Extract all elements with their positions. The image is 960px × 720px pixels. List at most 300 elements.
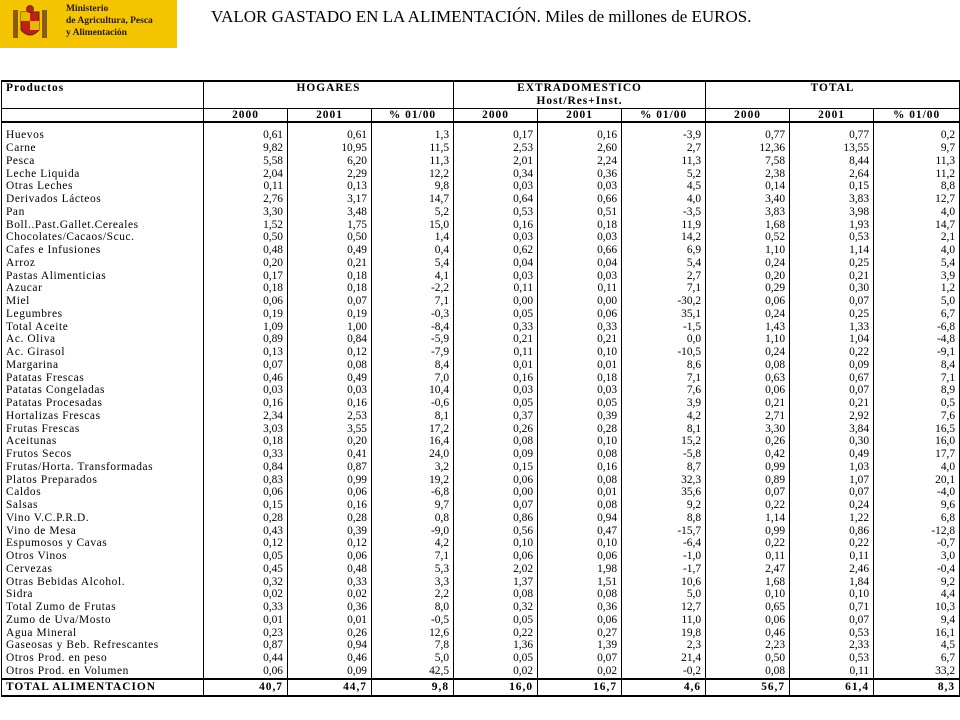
value-cell: 14,2 xyxy=(622,231,706,244)
value-cell: 0,24 xyxy=(706,308,790,321)
value-cell: 0,49 xyxy=(790,448,874,461)
value-cell: 32,3 xyxy=(622,474,706,487)
value-cell: 0,05 xyxy=(454,308,538,321)
value-cell: 0,18 xyxy=(204,282,288,295)
value-cell: -3,5 xyxy=(622,206,706,219)
value-cell: -8,4 xyxy=(372,321,454,334)
value-cell: -30,2 xyxy=(622,295,706,308)
value-cell: 0,06 xyxy=(706,614,790,627)
value-cell: 0,12 xyxy=(288,537,372,550)
value-cell: 6,20 xyxy=(288,155,372,168)
value-cell: 0,05 xyxy=(454,614,538,627)
product-name: Pan xyxy=(2,206,204,219)
value-cell: 0,21 xyxy=(288,257,372,270)
value-cell: 0,21 xyxy=(790,397,874,410)
table-row xyxy=(2,384,960,397)
value-cell: 2,92 xyxy=(790,410,874,423)
value-cell: 9,2 xyxy=(874,576,960,589)
value-cell: 3,9 xyxy=(874,270,960,283)
table-row xyxy=(2,372,960,385)
product-name: Otras Leches xyxy=(2,180,204,193)
value-cell: 5,0 xyxy=(874,295,960,308)
value-cell: 0,19 xyxy=(204,308,288,321)
value-cell: 0,03 xyxy=(454,270,538,283)
value-cell: 0,36 xyxy=(288,601,372,614)
value-cell: 3,48 xyxy=(288,206,372,219)
value-cell: 0,07 xyxy=(790,295,874,308)
value-cell: 0,03 xyxy=(454,384,538,397)
value-cell: 0,23 xyxy=(204,627,288,640)
value-cell: 0,12 xyxy=(204,537,288,550)
value-cell: 10,95 xyxy=(288,142,372,155)
value-cell: 0,30 xyxy=(790,435,874,448)
value-cell: 0,2 xyxy=(874,129,960,142)
table-row xyxy=(2,308,960,321)
value-cell: -0,2 xyxy=(622,665,706,679)
value-cell: 0,16 xyxy=(288,499,372,512)
value-cell: 0,03 xyxy=(538,270,622,283)
value-cell: 0,17 xyxy=(454,129,538,142)
value-cell: 11,3 xyxy=(874,155,960,168)
value-cell: 0,28 xyxy=(204,512,288,525)
table-row xyxy=(2,576,960,589)
value-cell: 0,8 xyxy=(372,512,454,525)
value-cell: 4,1 xyxy=(372,270,454,283)
table-row xyxy=(2,168,960,181)
year-header: 2000 xyxy=(454,108,538,122)
value-cell: 0,36 xyxy=(538,601,622,614)
value-cell: 0,16 xyxy=(454,219,538,232)
value-cell: 0,50 xyxy=(288,231,372,244)
value-cell: -5,9 xyxy=(372,333,454,346)
table-row xyxy=(2,270,960,283)
value-cell: 8,44 xyxy=(790,155,874,168)
product-name: Hortalizas Frescas xyxy=(2,410,204,423)
product-name: Frutos Secos xyxy=(2,448,204,461)
value-cell: 1,68 xyxy=(706,576,790,589)
product-name: Arroz xyxy=(2,257,204,270)
value-cell: 0,5 xyxy=(874,397,960,410)
value-cell: 0,49 xyxy=(288,244,372,257)
value-cell: 0,0 xyxy=(622,333,706,346)
value-cell: 0,10 xyxy=(706,588,790,601)
value-cell: -6,8 xyxy=(874,321,960,334)
value-cell: 0,18 xyxy=(288,270,372,283)
value-cell: 0,67 xyxy=(790,372,874,385)
value-cell: 9,7 xyxy=(874,142,960,155)
value-cell: 0,17 xyxy=(204,270,288,283)
product-name: Vino V.C.P.R.D. xyxy=(2,512,204,525)
total-value: 4,6 xyxy=(622,679,706,696)
value-cell: 1,33 xyxy=(790,321,874,334)
value-cell: 5,0 xyxy=(372,652,454,665)
value-cell: 0,84 xyxy=(204,461,288,474)
value-cell: 12,7 xyxy=(622,601,706,614)
value-cell: 6,9 xyxy=(622,244,706,257)
value-cell: 0,21 xyxy=(454,333,538,346)
value-cell: 0,13 xyxy=(288,180,372,193)
value-cell: 0,18 xyxy=(538,219,622,232)
product-name: Frutas/Horta. Transformadas xyxy=(2,461,204,474)
value-cell: 1,98 xyxy=(538,563,622,576)
table-row xyxy=(2,193,960,206)
value-cell: 2,24 xyxy=(538,155,622,168)
value-cell: 1,52 xyxy=(204,219,288,232)
value-cell: 7,8 xyxy=(372,639,454,652)
total-value: 44,7 xyxy=(288,679,372,696)
value-cell: 0,33 xyxy=(454,321,538,334)
product-name: Frutas Frescas xyxy=(2,423,204,436)
value-cell: 0,39 xyxy=(288,525,372,538)
value-cell: 2,1 xyxy=(874,231,960,244)
value-cell: 0,09 xyxy=(288,665,372,679)
table-row xyxy=(2,563,960,576)
product-name: Patatas Congeladas xyxy=(2,384,204,397)
value-cell: 4,2 xyxy=(372,537,454,550)
value-cell: 2,60 xyxy=(538,142,622,155)
table-row xyxy=(2,525,960,538)
table-row xyxy=(2,206,960,219)
table-row xyxy=(2,231,960,244)
table-row xyxy=(2,474,960,487)
value-cell: 5,4 xyxy=(874,257,960,270)
ministry-name-line-2: de Agricultura, Pesca xyxy=(66,16,153,26)
table-row xyxy=(2,295,960,308)
value-cell: 9,82 xyxy=(204,142,288,155)
value-cell: 1,14 xyxy=(706,512,790,525)
table-row xyxy=(2,397,960,410)
product-name: Leche Liquida xyxy=(2,168,204,181)
value-cell: 0,36 xyxy=(538,168,622,181)
value-cell: 0,89 xyxy=(204,333,288,346)
value-cell: 6,7 xyxy=(874,308,960,321)
value-cell: 2,53 xyxy=(454,142,538,155)
value-cell: 0,01 xyxy=(288,614,372,627)
value-cell: 0,42 xyxy=(706,448,790,461)
value-cell: 9,6 xyxy=(874,499,960,512)
value-cell: 16,0 xyxy=(874,435,960,448)
value-cell: 0,86 xyxy=(454,512,538,525)
value-cell: 0,53 xyxy=(790,627,874,640)
value-cell: 0,41 xyxy=(288,448,372,461)
value-cell: 0,03 xyxy=(538,180,622,193)
value-cell: 0,99 xyxy=(288,474,372,487)
value-cell: 5,4 xyxy=(622,257,706,270)
value-cell: 0,08 xyxy=(706,665,790,679)
value-cell: 3,0 xyxy=(874,550,960,563)
value-cell: 0,01 xyxy=(538,359,622,372)
value-cell: 0,64 xyxy=(454,193,538,206)
value-cell: 4,0 xyxy=(874,206,960,219)
value-cell: -9,1 xyxy=(874,346,960,359)
value-cell: 0,01 xyxy=(454,359,538,372)
value-cell: 2,47 xyxy=(706,563,790,576)
value-cell: 0,03 xyxy=(454,231,538,244)
value-cell: 0,02 xyxy=(288,588,372,601)
value-cell: 0,89 xyxy=(706,474,790,487)
product-name: Total Zumo de Frutas xyxy=(2,601,204,614)
value-cell: 1,10 xyxy=(706,333,790,346)
value-cell: 0,21 xyxy=(706,397,790,410)
value-cell: 12,6 xyxy=(372,627,454,640)
value-cell: 0,16 xyxy=(538,461,622,474)
value-cell: 2,38 xyxy=(706,168,790,181)
total-value: 61,4 xyxy=(790,679,874,696)
value-cell: 1,36 xyxy=(454,639,538,652)
value-cell: 3,55 xyxy=(288,423,372,436)
value-cell: 0,99 xyxy=(706,461,790,474)
value-cell: 2,71 xyxy=(706,410,790,423)
value-cell: 0,29 xyxy=(706,282,790,295)
value-cell: 0,11 xyxy=(538,282,622,295)
value-cell: 0,16 xyxy=(454,372,538,385)
value-cell: 5,2 xyxy=(622,168,706,181)
value-cell: 8,8 xyxy=(622,512,706,525)
total-value: 9,8 xyxy=(372,679,454,696)
value-cell: 0,39 xyxy=(538,410,622,423)
value-cell: 0,04 xyxy=(454,257,538,270)
value-cell: 0,71 xyxy=(790,601,874,614)
product-name: Patatas Procesadas xyxy=(2,397,204,410)
value-cell: 10,6 xyxy=(622,576,706,589)
value-cell: 0,00 xyxy=(538,295,622,308)
value-cell: -4,8 xyxy=(874,333,960,346)
value-cell: 0,07 xyxy=(790,384,874,397)
value-cell: 21,4 xyxy=(622,652,706,665)
value-cell: 0,77 xyxy=(790,129,874,142)
table-row xyxy=(2,282,960,295)
value-cell: 0,10 xyxy=(454,537,538,550)
value-cell: 0,22 xyxy=(454,627,538,640)
table-row xyxy=(2,614,960,627)
year-header: 2001 xyxy=(288,108,372,122)
value-cell: -0,4 xyxy=(874,563,960,576)
group-header-row xyxy=(2,81,960,95)
value-cell: 2,3 xyxy=(622,639,706,652)
year-header-row xyxy=(2,108,960,122)
value-cell: 10,3 xyxy=(874,601,960,614)
value-cell: 0,06 xyxy=(538,614,622,627)
table-row xyxy=(2,359,960,372)
value-cell: 0,34 xyxy=(454,168,538,181)
extradomestico-subtitle: Host/Res+Inst. xyxy=(454,95,706,108)
value-cell: 0,27 xyxy=(538,627,622,640)
value-cell: 9,4 xyxy=(874,614,960,627)
value-cell: 11,0 xyxy=(622,614,706,627)
value-cell: 2,29 xyxy=(288,168,372,181)
product-name: Carne xyxy=(2,142,204,155)
value-cell: 0,11 xyxy=(454,346,538,359)
value-cell: 0,28 xyxy=(288,512,372,525)
value-cell: 0,15 xyxy=(204,499,288,512)
value-cell: 5,4 xyxy=(372,257,454,270)
value-cell: 3,17 xyxy=(288,193,372,206)
product-name: Huevos xyxy=(2,129,204,142)
value-cell: 8,9 xyxy=(874,384,960,397)
value-cell: 8,1 xyxy=(372,410,454,423)
product-name: Agua Mineral xyxy=(2,627,204,640)
value-cell: 1,2 xyxy=(874,282,960,295)
value-cell: 8,8 xyxy=(874,180,960,193)
value-cell: 0,21 xyxy=(538,333,622,346)
value-cell: 0,61 xyxy=(288,129,372,142)
value-cell: 0,26 xyxy=(288,627,372,640)
value-cell: -1,5 xyxy=(622,321,706,334)
value-cell: -6,4 xyxy=(622,537,706,550)
value-cell: 8,0 xyxy=(372,601,454,614)
value-cell: 4,5 xyxy=(622,180,706,193)
value-cell: 20,1 xyxy=(874,474,960,487)
year-header: 2001 xyxy=(538,108,622,122)
value-cell: 0,33 xyxy=(538,321,622,334)
value-cell: 2,02 xyxy=(454,563,538,576)
value-cell: 13,55 xyxy=(790,142,874,155)
value-cell: 0,08 xyxy=(538,499,622,512)
value-cell: 7,1 xyxy=(622,372,706,385)
table-row xyxy=(2,180,960,193)
value-cell: 0,50 xyxy=(204,231,288,244)
value-cell: 5,3 xyxy=(372,563,454,576)
value-cell: 0,22 xyxy=(790,346,874,359)
value-cell: 4,0 xyxy=(874,244,960,257)
value-cell: 0,21 xyxy=(790,270,874,283)
table-row xyxy=(2,142,960,155)
value-cell: 3,83 xyxy=(790,193,874,206)
value-cell: 8,6 xyxy=(622,359,706,372)
value-cell: 0,12 xyxy=(288,346,372,359)
value-cell: 4,4 xyxy=(874,588,960,601)
value-cell: 1,04 xyxy=(790,333,874,346)
value-cell: 0,00 xyxy=(454,295,538,308)
value-cell: 35,1 xyxy=(622,308,706,321)
value-cell: 5,2 xyxy=(372,206,454,219)
value-cell: 0,83 xyxy=(204,474,288,487)
value-cell: 15,2 xyxy=(622,435,706,448)
value-cell: 0,08 xyxy=(454,435,538,448)
value-cell: 0,56 xyxy=(454,525,538,538)
table-row xyxy=(2,537,960,550)
value-cell: -9,0 xyxy=(372,525,454,538)
product-name: Otros Prod. en peso xyxy=(2,652,204,665)
value-cell: -0,7 xyxy=(874,537,960,550)
pct-header: % 01/00 xyxy=(622,108,706,122)
value-cell: 0,32 xyxy=(454,601,538,614)
value-cell: 2,23 xyxy=(706,639,790,652)
value-cell: 0,09 xyxy=(790,359,874,372)
total-value: 8,3 xyxy=(874,679,960,696)
table-row xyxy=(2,486,960,499)
value-cell: 0,08 xyxy=(538,588,622,601)
product-name: Ac. Oliva xyxy=(2,333,204,346)
year-header: 2000 xyxy=(706,108,790,122)
products-header: Productos xyxy=(2,81,204,108)
value-cell: 2,33 xyxy=(790,639,874,652)
value-cell: 6,8 xyxy=(874,512,960,525)
value-cell: 3,3 xyxy=(372,576,454,589)
value-cell: 11,2 xyxy=(874,168,960,181)
spacer-row xyxy=(2,122,960,129)
value-cell: 5,58 xyxy=(204,155,288,168)
value-cell: 0,30 xyxy=(790,282,874,295)
value-cell: 1,09 xyxy=(204,321,288,334)
value-cell: -12,8 xyxy=(874,525,960,538)
product-name: Gaseosas y Beb. Refrescantes xyxy=(2,639,204,652)
value-cell: 7,1 xyxy=(874,372,960,385)
product-name: Cervezas xyxy=(2,563,204,576)
product-name: Otras Bebidas Alcohol. xyxy=(2,576,204,589)
value-cell: 0,05 xyxy=(454,397,538,410)
value-cell: 0,03 xyxy=(288,384,372,397)
value-cell: 7,1 xyxy=(372,295,454,308)
value-cell: 12,7 xyxy=(874,193,960,206)
value-cell: 0,53 xyxy=(790,231,874,244)
value-cell: 0,87 xyxy=(288,461,372,474)
value-cell: 1,14 xyxy=(790,244,874,257)
value-cell: 9,7 xyxy=(372,499,454,512)
product-name: Pesca xyxy=(2,155,204,168)
value-cell: 0,65 xyxy=(706,601,790,614)
value-cell: 3,03 xyxy=(204,423,288,436)
pct-header: % 01/00 xyxy=(874,108,960,122)
value-cell: 0,24 xyxy=(706,346,790,359)
value-cell: 2,2 xyxy=(372,588,454,601)
value-cell: 11,3 xyxy=(622,155,706,168)
ministry-name-line-1: Ministerio xyxy=(66,4,109,14)
table-row xyxy=(2,601,960,614)
value-cell: 0,43 xyxy=(204,525,288,538)
food-spending-table xyxy=(1,80,960,697)
value-cell: 7,6 xyxy=(874,410,960,423)
value-cell: 0,25 xyxy=(790,308,874,321)
total-value: 16,0 xyxy=(454,679,538,696)
value-cell: 0,26 xyxy=(454,423,538,436)
product-name: Azucar xyxy=(2,282,204,295)
value-cell: 3,2 xyxy=(372,461,454,474)
value-cell: 0,06 xyxy=(454,550,538,563)
value-cell: 0,03 xyxy=(538,384,622,397)
product-name: Sidra xyxy=(2,588,204,601)
value-cell: 0,86 xyxy=(790,525,874,538)
value-cell: 0,11 xyxy=(454,282,538,295)
value-cell: 0,33 xyxy=(288,576,372,589)
value-cell: 0,22 xyxy=(706,537,790,550)
value-cell: 0,24 xyxy=(706,257,790,270)
table-row xyxy=(2,333,960,346)
table-body xyxy=(2,122,960,695)
value-cell: 0,99 xyxy=(706,525,790,538)
product-name: Miel xyxy=(2,295,204,308)
table-row xyxy=(2,410,960,423)
value-cell: 0,20 xyxy=(204,257,288,270)
value-cell: 0,45 xyxy=(204,563,288,576)
value-cell: 0,06 xyxy=(706,384,790,397)
year-header: 2001 xyxy=(790,108,874,122)
value-cell: 14,7 xyxy=(372,193,454,206)
value-cell: 2,76 xyxy=(204,193,288,206)
value-cell: 11,3 xyxy=(372,155,454,168)
value-cell: 7,0 xyxy=(372,372,454,385)
value-cell: 0,06 xyxy=(204,665,288,679)
value-cell: 0,94 xyxy=(538,512,622,525)
value-cell: 0,37 xyxy=(454,410,538,423)
value-cell: 0,87 xyxy=(204,639,288,652)
value-cell: 0,06 xyxy=(288,550,372,563)
value-cell: 1,10 xyxy=(706,244,790,257)
value-cell: 1,93 xyxy=(790,219,874,232)
total-header: TOTAL xyxy=(706,81,960,95)
value-cell: 1,68 xyxy=(706,219,790,232)
value-cell: 0,08 xyxy=(706,359,790,372)
